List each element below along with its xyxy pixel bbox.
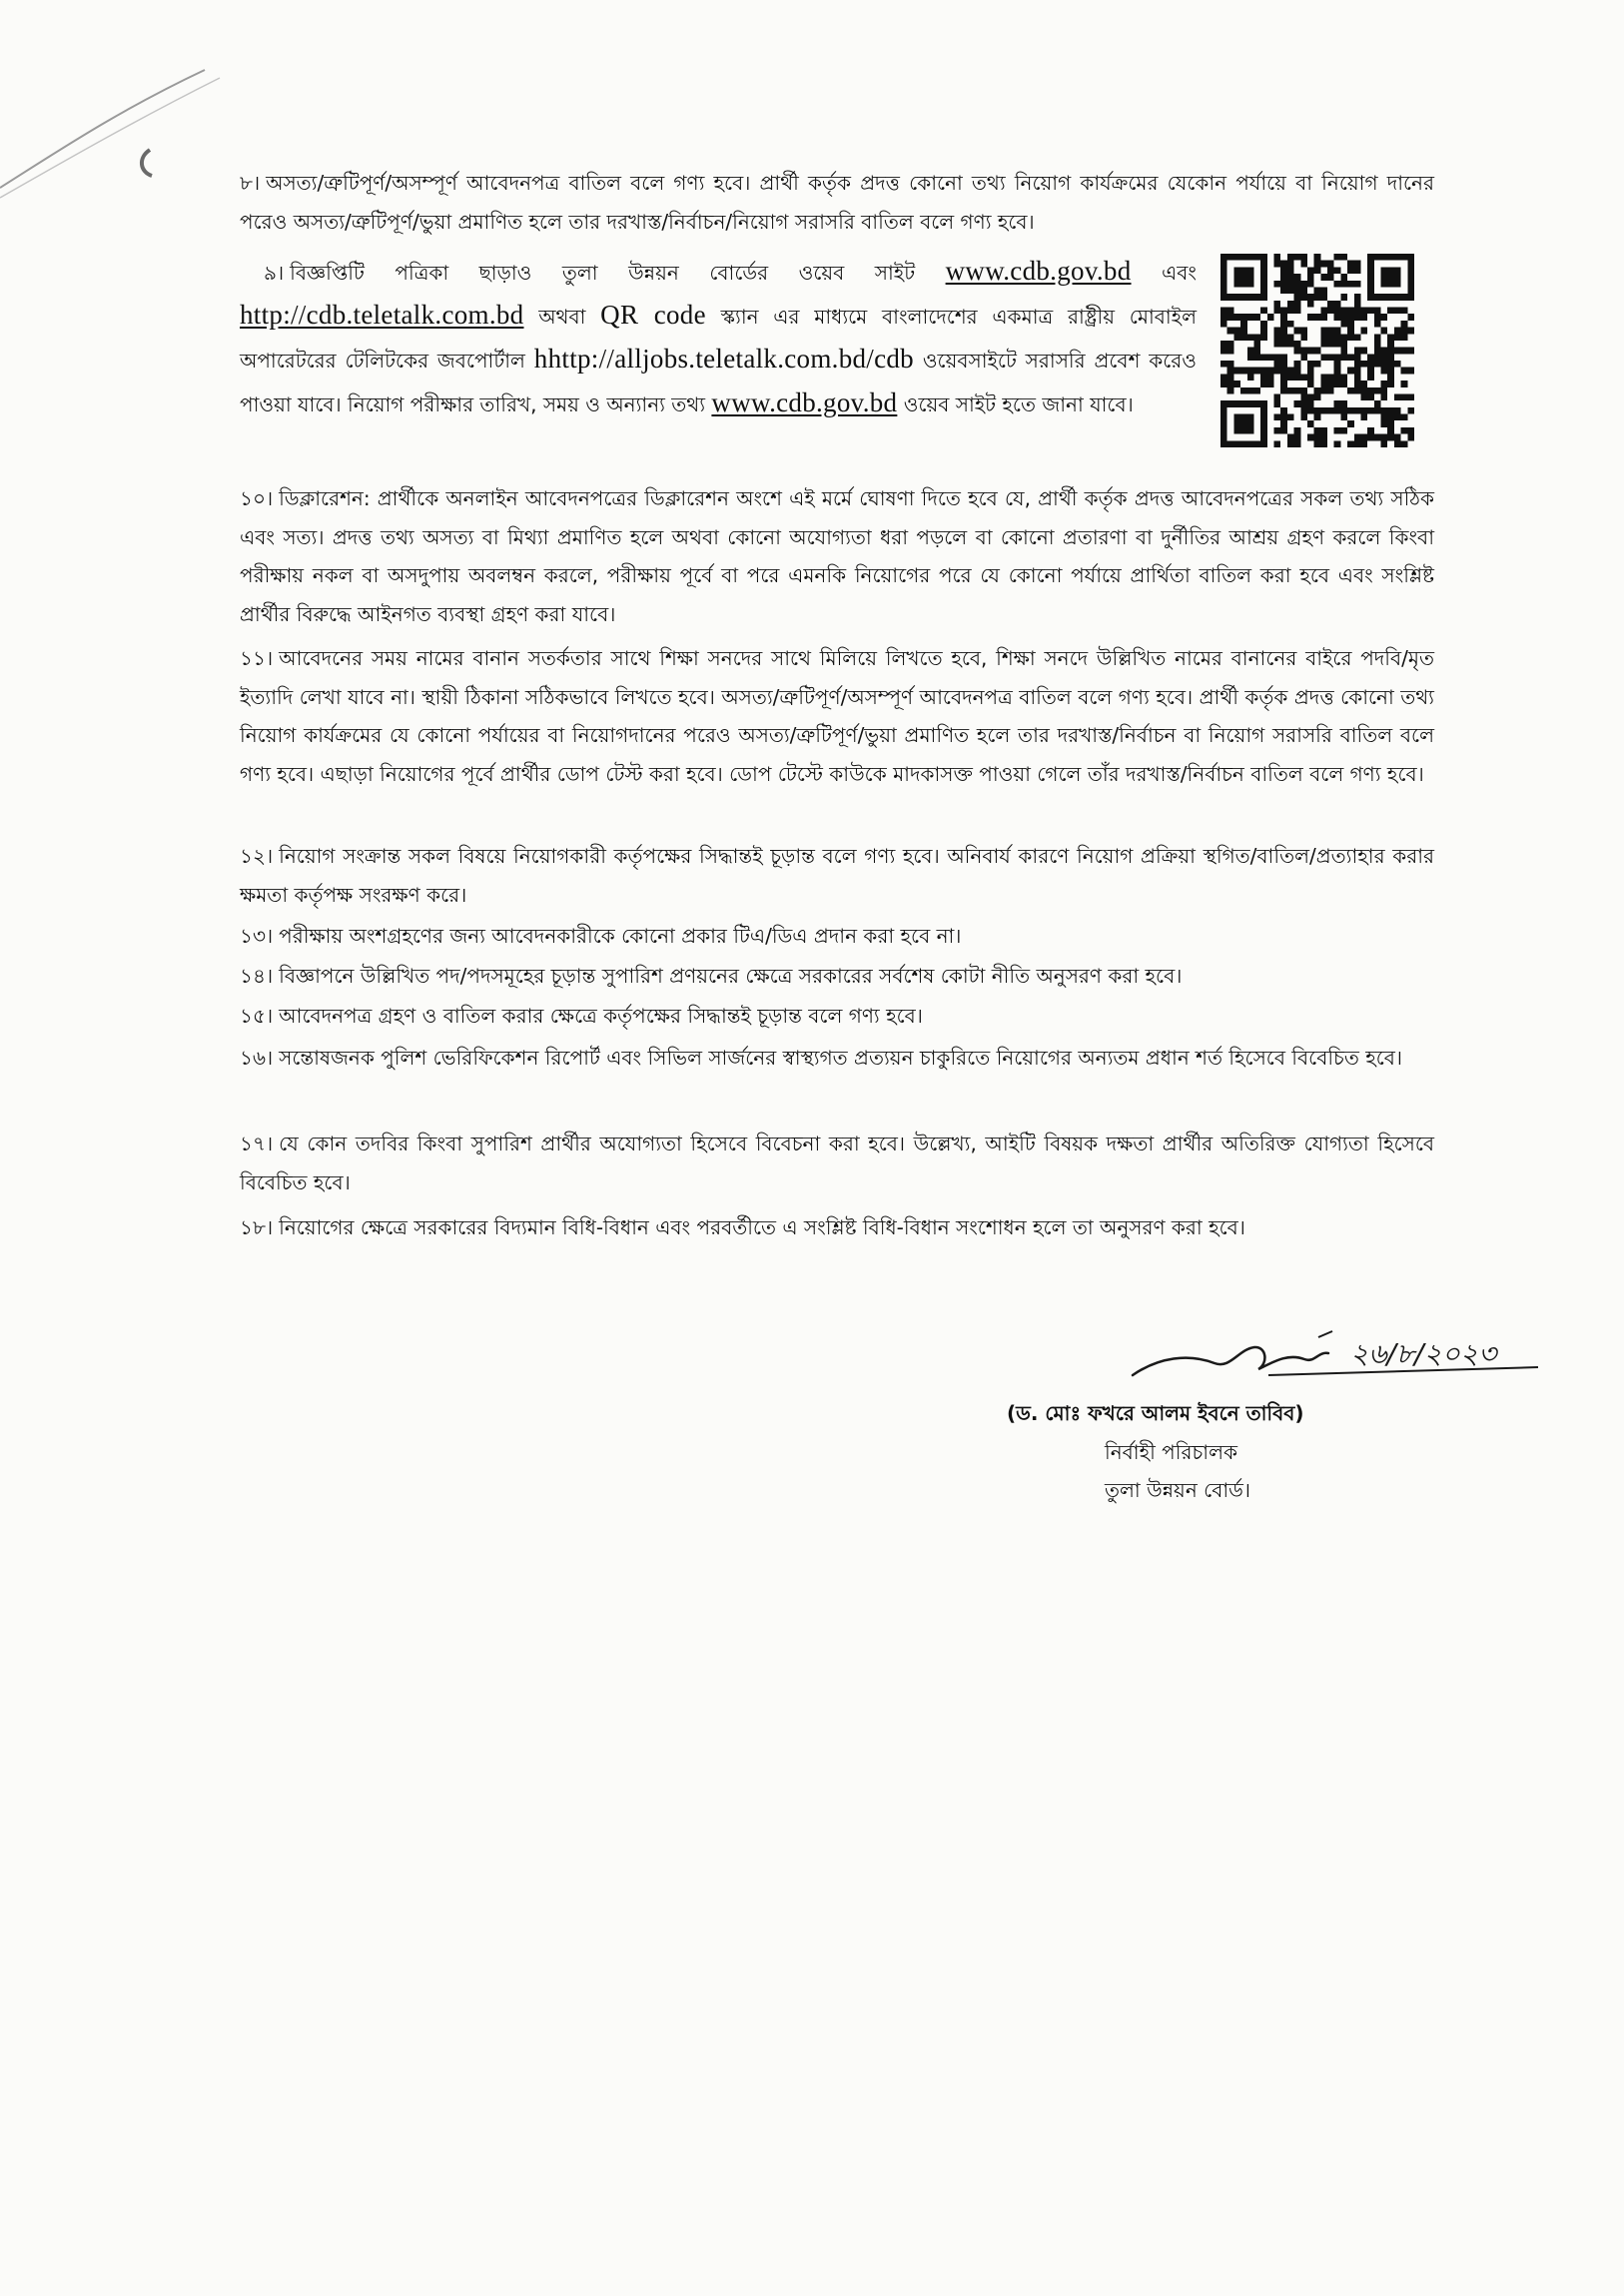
teletalk-link[interactable]: http://cdb.teletalk.com.bd: [240, 300, 524, 330]
clause-number: ১২।: [240, 844, 274, 868]
clause-16: [240, 1039, 1434, 1078]
clause-text: বিজ্ঞপ্তিটি পত্রিকা ছাড়াও তুলা উন্নয়ন বোর্ডের ওয়েব সাইট: [290, 261, 916, 285]
signatory-name: (ড. মোঃ ফখরে আলম ইবনে তাবিব): [1007, 1401, 1304, 1425]
website-link[interactable]: www.cdb.gov.bd: [945, 256, 1132, 286]
clause-text: নিয়োগ সংক্রান্ত সকল বিষয়ে নিয়োগকারী কর্তৃপক্ষের সিদ্ধান্তই চূড়ান্ত বলে গণ্য হবে। অনিবার্য কারণে নিয়োগ প্রক্রিয়া স্থগিত/বাতিল/প্রত্যাহার করার ক্ষমতা কর্তৃপক্ষ সংরক্ষণ করে।: [240, 844, 1434, 907]
clause-text: এবং: [1162, 261, 1197, 285]
clause-text: ওয়েব সাইট হতে জানা যাবে।: [903, 392, 1134, 416]
clause-text: যে কোন তদবির কিংবা সুপারিশ প্রার্থীর অযোগ্যতা হিসেবে বিবেচনা করা হবে। উল্লেখ্য, আইটি বিষয়ক দক্ষতা প্রার্থীর অতিরিক্ত যোগ্যতা হিসেবে বিবেচিত হবে।: [240, 1132, 1434, 1194]
signatory-designation: নির্বাহী পরিচালক: [1105, 1440, 1237, 1464]
clause-text: সন্তোষজনক পুলিশ ভেরিফিকেশন রিপোর্ট এবং সিভিল সার্জনের স্বাস্থ্যগত প্রত্যয়ন চাকুরিতে নিয়োগের অন্যতম প্রধান শর্ত হিসেবে বিবেচিত হবে।: [279, 1046, 1403, 1070]
clause-text: আবেদনপত্র গ্রহণ ও বাতিল করার ক্ষেত্রে কর্তৃপক্ষের সিদ্ধান্তই চূড়ান্ত বলে গণ্য হবে।: [279, 1004, 923, 1028]
clause-12: [240, 837, 1434, 914]
clause-18: [240, 1208, 1434, 1247]
clause-text: আবেদনের সময় নামের বানান সতর্কতার সাথে শিক্ষা সনদের সাথে মিলিয়ে লিখতে হবে, শিক্ষা সনদে উল্লিখিত নামের বানানের বাইরে পদবি/মৃত ইত্যাদি লেখা যাবে না। স্থায়ী ঠিকানা সঠিকভাবে লিখতে হবে। অসত্য/ত্রুটিপূর্ণ/অসম্পূর্ণ আবেদনপত্র বাতিল বলে গণ্য হবে। প্রার্থী কর্তৃক প্রদত্ত কোনো তথ্য নিয়োগ কার্যক্রমের যে কোনো পর্যায়ের বা নিয়োগদানের পরেও অসত্য/ত্রুটিপূর্ণ/ভুয়া প্রমাণিত হলে তার দরখাস্ত/নির্বাচন বা নিয়োগ সরাসরি বাতিল বলে গণ্য হবে। এছাড়া নিয়োগের পূর্বে প্রার্থীর ডোপ টেস্ট করা হবে। ডোপ টেস্টে কাউকে মাদকাসক্ত পাওয়া গেলে তাঁর দরখাস্ত/নির্বাচন বাতিল বলে গণ্য হবে।: [240, 646, 1434, 786]
clause-number: ৯।: [264, 261, 285, 285]
clause-text: বিজ্ঞাপনে উল্লিখিত পদ/পদসমূহের চূড়ান্ত সুপারিশ প্রণয়নের ক্ষেত্রে সরকারের সর্বশেষ কোটা নীতি অনুসরণ করা হবে।: [279, 964, 1183, 988]
website-link-2[interactable]: www.cdb.gov.bd: [711, 387, 898, 417]
clause-text: স্ক্যান এর মাধ্যমে বাংলাদেশের একমাত্র রাষ্ট্রীয় মোবাইল অপারেটরের টেলিটকের জবপোর্টাল: [240, 305, 1197, 373]
clause-number: ১৭।: [240, 1132, 274, 1155]
clause-17: [240, 1125, 1434, 1201]
clause-9: [240, 250, 1197, 425]
jobportal-link[interactable]: hhttp://alljobs.teletalk.com.bd/cdb: [533, 344, 914, 374]
scan-artifact: [0, 0, 240, 200]
clause-text: পরীক্ষায় অংশগ্রহণের জন্য আবেদনকারীকে কোনো প্রকার টিএ/ডিএ প্রদান করা হবে না।: [279, 924, 962, 948]
clause-number: ১৪।: [240, 964, 274, 988]
clause-number: ১৬।: [240, 1046, 274, 1070]
clause-number: ১৫।: [240, 1004, 274, 1028]
qr-code-icon[interactable]: [1220, 254, 1414, 447]
clause-number: ৮।: [240, 171, 261, 195]
clause-text: ওয়েবসাইটে সরাসরি প্রবেশ করেও পাওয়া যাবে। নিয়োগ পরীক্ষার তারিখ, সময় ও অন্যান্য তথ্য: [240, 349, 1197, 416]
clause-text: ডিক্লারেশন: প্রার্থীকে অনলাইন আবেদনপত্রের ডিক্লারেশন অংশে এই মর্মে ঘোষণা দিতে হবে যে, প্রার্থী কর্তৃক প্রদত্ত আবেদনপত্রের সকল তথ্য সঠিক এবং সত্য। প্রদত্ত তথ্য অসত্য বা মিথ্যা প্রমাণিত হলে অথবা কোনো অযোগ্যতা ধরা পড়লে বা কোনো প্রতারণা বা দুর্নীতির আশ্রয় গ্রহণ করলে কিংবা পরীক্ষায় নকল বা অসদুপায় অবলম্বন করলে, পরীক্ষায় পূর্বে বা পরে এমনকি নিয়োগের পরে যে কোনো পর্যায়ে প্রার্থিতা বাতিল করা হবে এবং সংশ্লিষ্ট প্রার্থীর বিরুদ্ধে আইনগত ব্যবস্থা গ্রহণ করা যাবে।: [240, 486, 1434, 626]
handwritten-signature: [1119, 1323, 1578, 1403]
clause-text: অথবা: [538, 305, 586, 329]
clause-text: নিয়োগের ক্ষেত্রে সরকারের বিদ্যমান বিধি-বিধান এবং পরবর্তীতে এ সংশ্লিষ্ট বিধি-বিধান সংশোধন হলে তা অনুসরণ করা হবে।: [279, 1215, 1245, 1239]
handwritten-date: ২৬/৮/২০২৩: [1350, 1337, 1497, 1370]
clause-15: [240, 997, 1434, 1036]
signature: [1119, 1323, 1578, 1407]
clause-8: [240, 164, 1434, 241]
signatory-organization: তুলা উন্নয়ন বোর্ড।: [1105, 1478, 1251, 1502]
clause-14: [240, 957, 1434, 996]
clause-10: [240, 479, 1434, 633]
clause-text: অসত্য/ত্রুটিপূর্ণ/অসম্পূর্ণ আবেদনপত্র বাতিল বলে গণ্য হবে। প্রার্থী কর্তৃক প্রদত্ত কোনো তথ্য নিয়োগ কার্যক্রমের যেকোন পর্যায়ে বা নিয়োগ দানের পরেও অসত্য/ত্রুটিপূর্ণ/ভুয়া প্রমাণিত হলে তার দরখাস্ত/নির্বাচন/নিয়োগ সরাসরি বাতিল বলে গণ্য হবে।: [240, 171, 1434, 234]
qr-code-label: QR code: [600, 300, 706, 330]
clause-number: ১১।: [240, 646, 274, 670]
clause-number: ১৮।: [240, 1215, 274, 1239]
clause-number: ১০।: [240, 486, 274, 510]
clause-13: [240, 917, 1434, 956]
clause-number: ১৩।: [240, 924, 274, 948]
clause-11: [240, 639, 1434, 793]
